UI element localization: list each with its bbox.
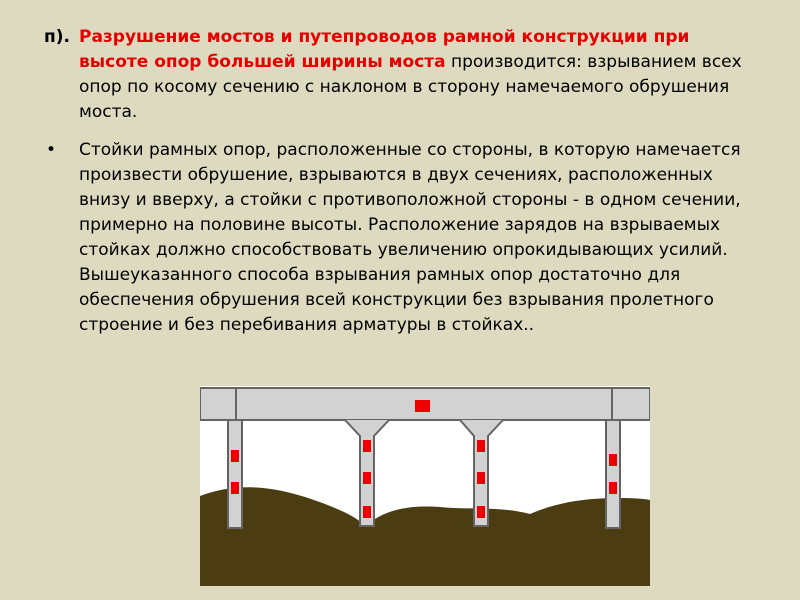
charge-left-bottom	[231, 482, 239, 494]
charge-center-left-top	[363, 440, 371, 452]
bridge-diagram	[200, 386, 650, 586]
column-left	[228, 420, 242, 528]
charge-center-right-bottom	[477, 506, 485, 518]
highlighted-text: Разрушение мостов и путепроводов рамной конструкции при высоте опор большей ширины моста	[79, 27, 690, 72]
bullet-text: Стойки рамных опор, расположенные со стороны, в которую намечается произвести обрушение, взрываются в двух сечениях, расположенных внизу и вверху, а стойки с противоположной стороны - в одном сечении, примерно на половине высоты. Расположение зарядов на взрываемых стойках должно способствовать увеличению опрокидывающих усилий. Вышеуказанного способа взрывания рамных опор достаточно для обеспечения обрушения всей конструкции без взрывания пролетного строение и без перебивания арматуры в стойках..	[79, 140, 741, 335]
bullet-paragraph	[44, 138, 764, 338]
column-right	[606, 420, 620, 528]
ground	[200, 487, 650, 586]
charge-center-left-bottom	[363, 506, 371, 518]
bullet-marker: •	[46, 140, 57, 160]
charge-right-bottom	[609, 482, 617, 494]
regular-text: производится: взрыванием всех опор по косому сечению с наклоном в сторону намечаемого обрушения моста.	[79, 52, 742, 122]
paragraph-p	[44, 25, 764, 125]
charge-center-right-mid	[477, 472, 485, 484]
charge-center-right-top	[477, 440, 485, 452]
bridge-diagram-svg	[200, 386, 650, 586]
charge-center-left-mid	[363, 472, 371, 484]
paragraph-marker: п).	[44, 27, 70, 47]
charge-right-top	[609, 454, 617, 466]
paragraph-text	[79, 25, 759, 125]
charge-deck	[415, 400, 430, 412]
charge-left-top	[231, 450, 239, 462]
